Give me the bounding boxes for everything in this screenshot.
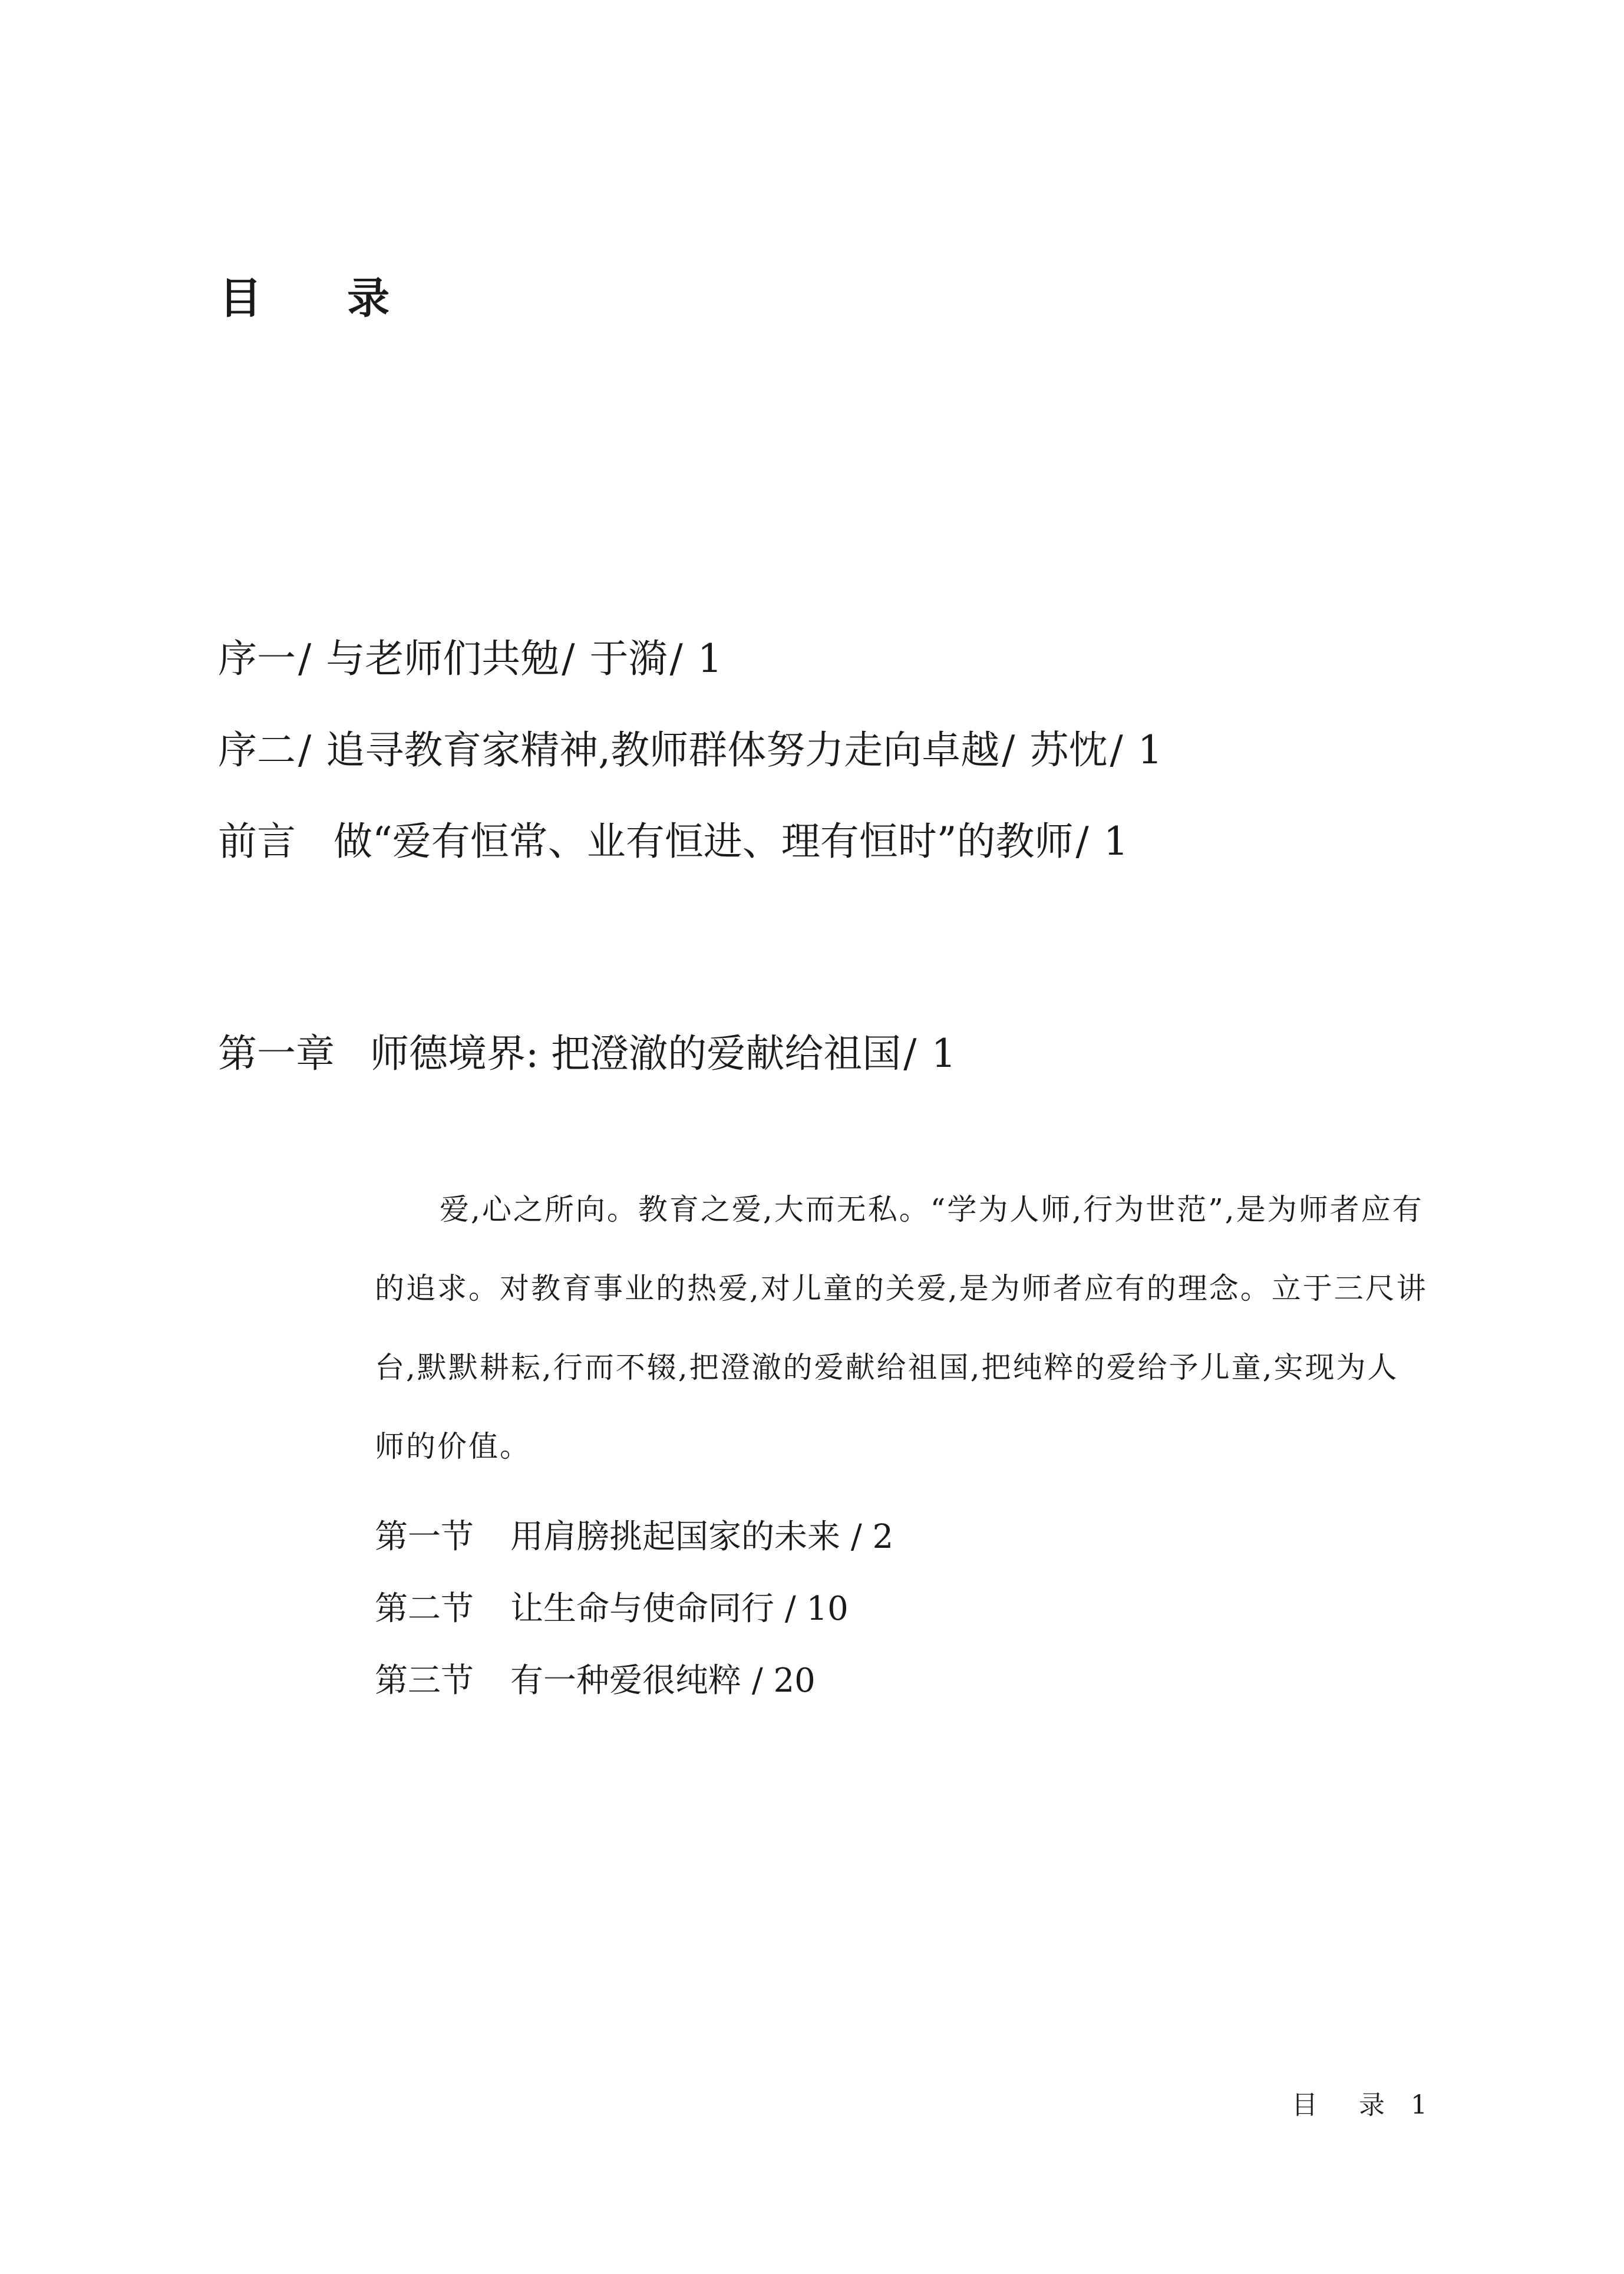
toc-title: 追寻教育家精神,教师群体努力走向卓越: [326, 727, 1000, 773]
chapter-label: 第一章: [218, 1031, 335, 1076]
page-title: 目 录: [219, 273, 425, 323]
section-label: 第三节: [375, 1662, 474, 1700]
toc-page-number: 1: [1137, 727, 1163, 773]
toc-page-number: 10: [806, 1590, 849, 1628]
toc-entry-section-2[interactable]: [375, 1590, 849, 1628]
toc-page-number: 20: [773, 1662, 816, 1700]
toc-author: 苏忱: [1029, 727, 1108, 773]
toc-author: 于漪: [589, 636, 668, 681]
toc-title: 做“爱有恒常、业有恒进、理有恒时”的教师: [334, 819, 1074, 864]
toc-separator: /: [1002, 727, 1015, 773]
chapter-intro-paragraph: 爱,心之所向。教育之爱,大而无私。“学为人师,行为世范”,是为师者应有的追求。对教育事业的热爱,对儿童的关爱,是为师者应有的理念。立于三尺讲台,默默耕耘,行而不辍,把澄澈的爱献给祖国,把纯粹的爱给予儿童,实现为人师的价值。: [375, 1192, 1428, 1464]
toc-page-number: 1: [697, 636, 722, 681]
toc-entry-preface-1[interactable]: [218, 636, 722, 681]
toc-separator: /: [298, 727, 312, 773]
toc-entry-section-1[interactable]: [375, 1518, 894, 1556]
toc-separator: /: [669, 636, 683, 681]
section-title: 用肩膀挑起国家的未来: [510, 1518, 840, 1556]
toc-page-number: 2: [872, 1518, 894, 1556]
toc-page-number: 1: [1103, 819, 1128, 864]
toc-separator: /: [1075, 819, 1089, 864]
toc-separator: /: [298, 636, 312, 681]
section-label: 第一节: [375, 1518, 474, 1556]
footer-title: 目 录: [1292, 2090, 1401, 2120]
toc-title: 与老师们共勉: [326, 636, 560, 681]
toc-entry-foreword[interactable]: [218, 819, 1128, 864]
toc-label: 序二: [218, 727, 296, 773]
toc-page-number: 1: [931, 1031, 956, 1076]
section-title: 让生命与使命同行: [510, 1590, 774, 1628]
toc-entry-chapter-1[interactable]: [218, 1031, 956, 1076]
toc-entry-preface-2[interactable]: [218, 727, 1163, 773]
toc-entry-section-3[interactable]: [375, 1662, 816, 1700]
chapter-title: 师德境界: 把澄澈的爱献给祖国: [370, 1031, 902, 1076]
toc-label: 前言: [218, 819, 296, 864]
toc-separator: /: [1110, 727, 1123, 773]
toc-label: 序一: [218, 636, 296, 681]
toc-separator: /: [562, 636, 575, 681]
section-label: 第二节: [375, 1590, 474, 1628]
section-title: 有一种爱很纯粹: [510, 1662, 741, 1700]
page-footer: [1292, 2092, 1427, 2118]
toc-separator: /: [784, 1590, 796, 1628]
toc-separator: /: [903, 1031, 917, 1076]
footer-page-number: 1: [1411, 2090, 1427, 2120]
toc-separator: /: [751, 1662, 763, 1700]
toc-separator: /: [850, 1518, 862, 1556]
